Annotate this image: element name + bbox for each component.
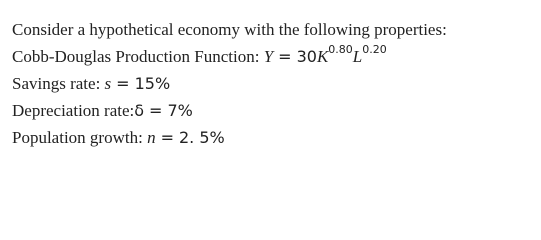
population-growth-value: 2. 5% [178,128,225,147]
labor-variable: L [352,47,363,66]
problem-text [12,16,534,151]
population-symbol: n [147,128,156,147]
depreciation-symbol: δ [134,101,145,120]
intro-text: Consider a hypothetical economy with the following properties: [12,20,447,39]
labor-exponent: 0.20 [362,43,387,56]
savings-rate-line [12,70,534,97]
capital-exponent: 0.80 [328,43,353,56]
production-function-line [12,43,534,70]
population-growth-label: Population growth: [12,128,143,147]
output-variable: Y [263,47,274,66]
equals-sign: = [116,74,130,93]
savings-symbol: s [104,74,112,93]
equals-sign: = [160,128,174,147]
equals-sign: = [278,47,292,66]
intro-line [12,16,534,43]
depreciation-rate-line [12,97,534,124]
production-coefficient: 30 [296,47,317,66]
depreciation-rate-label: Depreciation rate: [12,101,135,120]
population-growth-line [12,124,534,151]
capital-variable: K [316,47,329,66]
savings-rate-label: Savings rate: [12,74,101,93]
savings-rate-value: 15% [134,74,171,93]
production-function-label: Cobb-Douglas Production Function: [12,47,260,66]
equals-sign: = [149,101,163,120]
depreciation-rate-value: 7% [167,101,193,120]
